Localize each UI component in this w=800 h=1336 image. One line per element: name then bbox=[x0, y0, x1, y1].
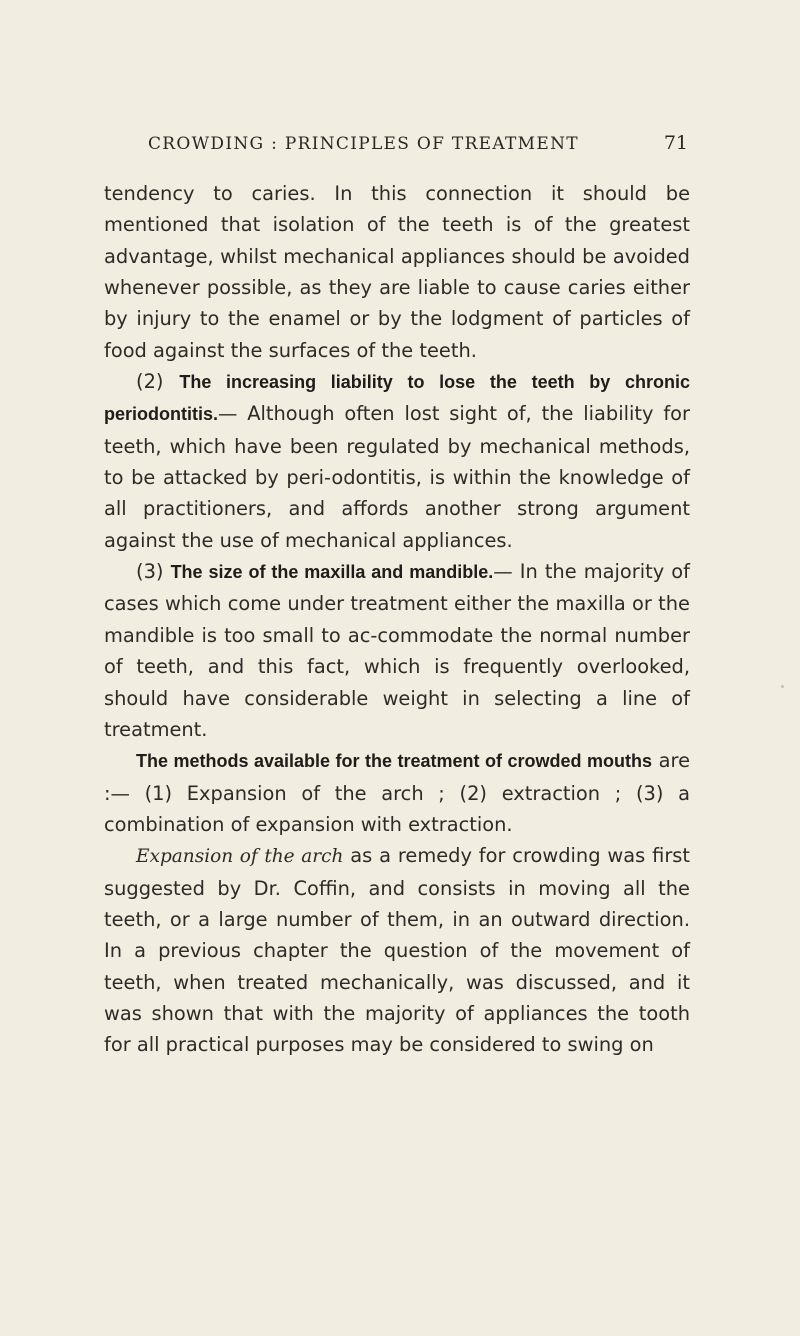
body-text bbox=[104, 178, 690, 1061]
running-title: CROWDING : PRINCIPLES OF TREATMENT bbox=[148, 134, 579, 154]
paragraph-text: — Although often lost sight of, the liability for teeth, which have been regulated by mechanical methods, to be attacked by peri-odontitis, is within the knowledge of all practitioners, and affords another strong argument against the use of mechanical appliances. bbox=[104, 402, 690, 552]
paragraph-caries bbox=[104, 178, 690, 366]
paragraph-text: as a remedy for crowding was first suggested by Dr. Coffin, and consists in moving all the teeth, or a large number of them, in an outward direction. In a previous chapter the question of the movement of teeth, when treated mechanically, was discussed, and it was shown that with the majority of appliances the tooth for all practical purposes may be considered to swing on bbox=[104, 844, 690, 1057]
paragraph-text: — In the majority of cases which come under treatment either the maxilla or the mandible is too small to ac-commodate the normal number of teeth, and this fact, which is frequently overlooked, should have considerable weight in selecting a line of treatment. bbox=[104, 560, 690, 741]
section-number: (3) bbox=[136, 560, 171, 584]
paragraph-text: are :— (1) Expansion of the arch ; (2) extraction ; (3) a combination of expansion with extraction. bbox=[104, 749, 690, 836]
paragraph-maxilla bbox=[104, 556, 690, 745]
paragraph-methods bbox=[104, 745, 690, 840]
page-number: 71 bbox=[663, 132, 688, 154]
paragraph-text: tendency to caries. In this connection it should be mentioned that isolation of the teeth is of the greatest advantage, whilst mechanical appliances should be avoided whenever possible, as they are liable to cause caries either by injury to the enamel or by the lodgment of particles of food against the surfaces of the teeth. bbox=[104, 182, 690, 362]
running-head bbox=[148, 134, 688, 164]
paragraph-periodontitis bbox=[104, 366, 690, 556]
section-heading: The size of the maxilla and mandible. bbox=[170, 562, 494, 583]
section-heading: The increasing liability to lose the teeth by chronic periodontitis. bbox=[104, 372, 690, 425]
italic-term: Expansion of the arch bbox=[136, 846, 344, 868]
paragraph-expansion bbox=[104, 840, 690, 1060]
methods-heading: The methods available for the treatment of crowded mouths bbox=[136, 751, 652, 772]
paper-speck bbox=[781, 685, 784, 688]
section-number: (2) bbox=[136, 370, 180, 394]
